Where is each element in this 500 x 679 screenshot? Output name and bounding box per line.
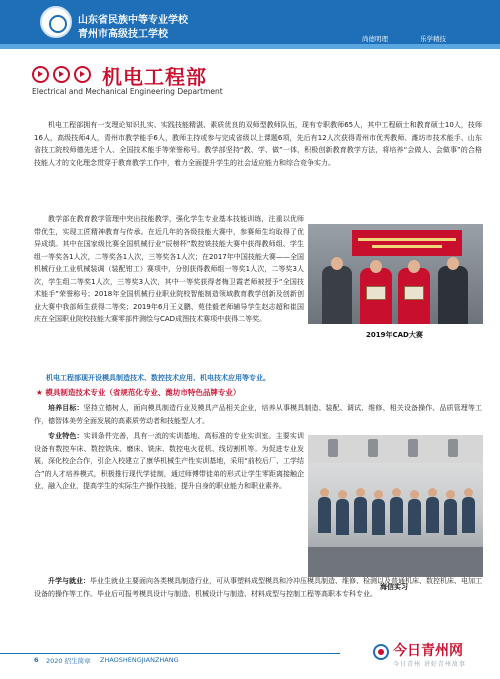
worker [408,499,421,535]
worker [390,497,403,533]
intro-paragraph: 机电工程部拥有一支理论知识扎实、实践技能精湛、素质优良的双师型教师队伍，现有专职教师65人，其中工程硕士和教育硕士10人，技师16人，高级技师4人，青州市教学能手6人，教师主持或参与完成省级以上课题6项，先后有12人次获得青州市优秀教师、潍坊市技术能手、山东省技工院校师德先进个人、全国技术能手等荣誉称号。教学部坚持“教、学、做”一体，积极创新教育教学方法，将培养“会做人、会做事”的合格技能人才的文化理念贯穿于教育教学工作中，着力全面提升学生的社会适应能力和综合竞争实力。 [34,121,482,167]
arrow-circle-icon [53,66,70,83]
career-paragraph [34,575,482,600]
department-title-en: Electrical and Mechanical Engineering Department [32,87,223,96]
department-title-block [30,63,490,103]
slogan-left: 尚德明理 [362,35,388,43]
publication-name-en: ZHAOSHENGJIANZHANG [100,656,179,664]
feature-label: 专业特色： [48,432,84,440]
header-stripe [0,44,500,49]
worker [462,497,475,533]
arrow-circle-icon [74,66,91,83]
haixin-internship-photo [308,435,483,577]
watermark-logo-icon [373,644,389,660]
slogan-right: 乐学精技 [420,35,446,43]
worker [426,497,439,533]
school-name-line2: 青州市高级技工学校 [78,29,168,40]
haixin-photo-caption: 海信实习 [380,583,408,591]
certificate [404,286,424,300]
worker [372,499,385,535]
career-text: 毕业生就业主要面向各类模具制造行业，可从事塑料成型模具和冷冲压模具制造、维修、检测以及普通机床、数控机床、电加工设备的操作等工作。毕业后可报考模具设计与制造、机械设计与制造、材料成型与控制工程等高职本专科专业。 [34,577,482,598]
worker [444,499,457,535]
footer-line [0,653,340,654]
certificate [366,286,386,300]
career-label: 升学与就业： [48,577,90,585]
major-heading: ★ 模具制造技术专业（省规范化专业、潍坊市特色品牌专业） [36,388,241,397]
training-goal-label: 培养目标： [48,404,84,412]
feature-paragraph [34,430,304,493]
achievements-paragraph: 教学部在教育教学管理中突出技能教学，强化学生专业基本技能训练，注重以优师带优生，实现工匠精神教育与传承。在近几年的各级技能大赛中，参赛师生均取得了优异成绩。其中在国家级比赛全国机械行业“辰榜杯”数控铣技能大赛中获得教师组、学生组一等奖各1人次，二等奖各1人次，三等奖各1人次；在2017年中国技能大赛——全国机械行业工业机械装调（装配钳工）赛项中，分别获得教师组一等奖1人次，二等奖3人次，学生组二等奖1人次，三等奖3人次，其中一等奖获得者梅卫霞老师被授予“全国技术能手”荣誉称号；2018年全国机械行业职业院校智能制造领域教育教学创新及创新创业大赛中我部师生获得二等奖；2019年6月王义鹏、苑佳毅老师辅导学生赵志超和崔国庆在全国职业院校技能大赛零部件测绘与CAD成图技术赛项中获得二等奖。 [34,215,304,323]
page-number: 6 [34,656,39,664]
person [438,266,468,324]
majors-line: 机电工程部现开设模具制造技术、数控技术应用、机电技术应用等专业。 [46,374,270,382]
department-title: 机电工程部 [102,65,207,89]
cad-competition-photo [308,224,483,324]
publication-name: 2020 招生简章 [46,657,91,665]
watermark-subtext: 今日青州 讲好青州故事 [393,661,466,668]
school-name-line1: 山东省民族中等专业学校 [78,15,188,26]
feature-text: 实训条件完善，具有一流的实训基地、高标准的专业实训室。主要实训设备有数控车床、数控铣床、磨床、铣床、数控电火花机、线切割机等。为促进专业发展，深化校企合作，引企入校建立了康华机械生产性实训基地，采用“前校后厂、工学结合”的人才培养模式，积极推行现代学徒制，通过师傅带徒弟的形式让学生零距离接触企业，融入企业，提高学生的实际生产操作技能，提升自身的职业能力和职业素养。 [34,432,305,490]
training-goal-text: 坚持立德树人，面向模具制造行业及模具产品相关企业，培养从事模具制造、装配、调试、维修、相关设备操作、品质管理等工作，德智体美劳全面发展的高素质劳动者和技能型人才。 [34,404,483,425]
cad-photo-caption: 2019年CAD大赛 [366,331,423,339]
award-banner [352,230,462,256]
school-logo-icon [40,6,72,38]
worker [318,497,331,533]
worker [336,499,349,535]
arrow-circle-icon [32,66,49,83]
training-goal-paragraph [34,402,482,427]
worker [354,497,367,533]
person [322,266,352,324]
watermark-text: 今日青州网 [393,643,463,659]
